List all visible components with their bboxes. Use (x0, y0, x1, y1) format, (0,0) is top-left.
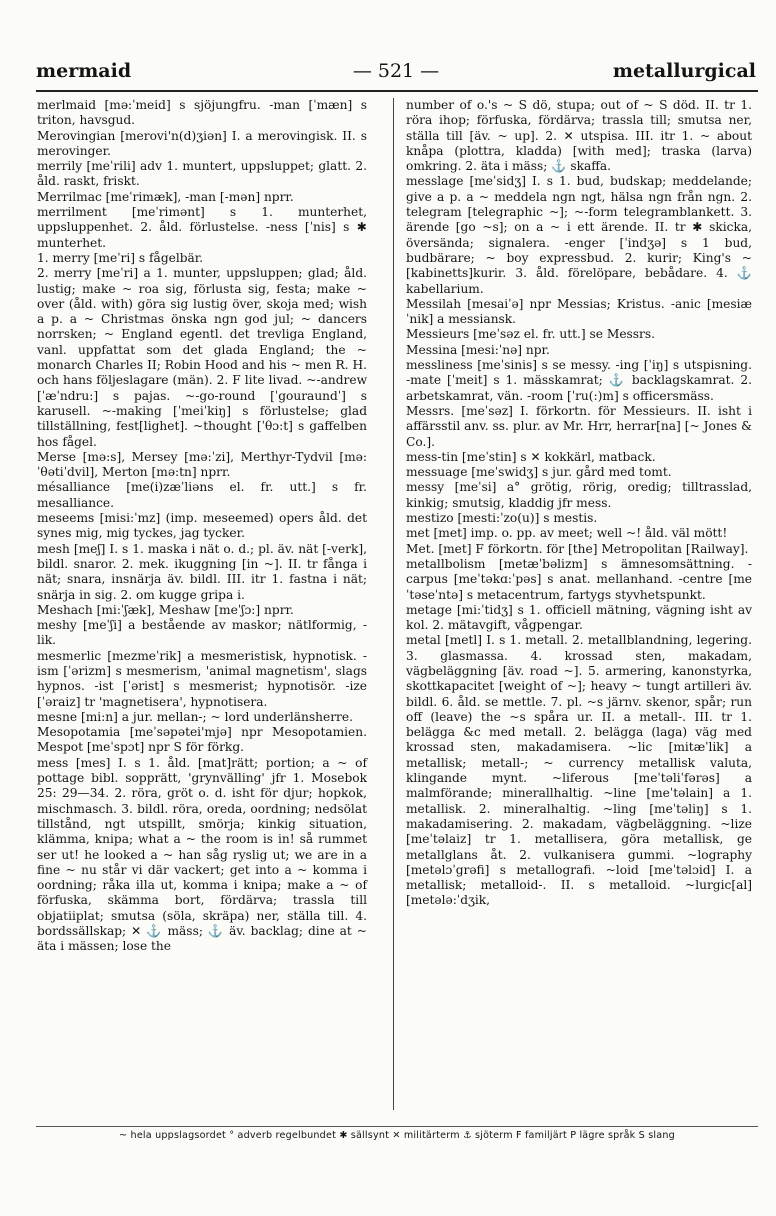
entry: Messieurs [meˈsəz el. fr. utt.] se Messrs. (406, 327, 655, 342)
page-number: — 521 — (352, 60, 440, 82)
entry: Messilah [mesaiˈə] npr Messias; Kristus. -anic [mesiæˈnik] a messiansk. (406, 296, 752, 327)
entry: number of o.'s ~ S dö, stupa; out of ~ S död. II. tr 1. röra ihop; förfuska, fördärva; trassla till; smutsa ner, ställa till [äv. ~ up]. 2. ✕ utspisa. III. itr 1. ~ about knåpa (plottra, kladda) [with med]; traska (larva) omkring. 2. äta i mäss; ⚓ skaffa. (406, 98, 752, 174)
column-divider (393, 98, 394, 1110)
entry: metal [metl] I. s 1. metall. 2. metallblandning, legering. 3. glasmassa. 4. krossad sten, makadam, vägbeläggning [äv. road ~]. 5. armering, kanonstyrka, skottkapacitet [weight of ~]; heavy ~ tungt artilleri äv. bildl. 6. åld. se mettle. 7. pl. ~s järnv. skenor, spår; run off (leave) the ~s spåra ur. II. a metall-. III. tr 1. belägga &c med metall. 2. belägga (laga) väg med krossad sten, makadamisera. ~lic [mitæˈlik] a metallisk; metall-; ~ currency metallisk valuta, klingande mynt. ~liferous [meˈtəliˈfərəs] a malmförande; minerallhaltig. ~line [meˈtəlain] a 1. metallisk. 2. mineralhaltig. ~ling [meˈtəliŋ] s 1. makadamisering. 2. makadam, vägbeläggning. ~lize [meˈtəlaiz] tr 1. metallisera, göra metallisk, ge metallglans åt. 2. vulkanisera gummi. ~lography [metəlɔˈgrəfi] s metallografi. ~loid [meˈtəlɔid] I. a metallisk; metalloid-. II. s metalloid. ~lurgic[al] [metələ:ˈdʒik, (406, 633, 752, 908)
entry: Meshach [mi:ˈʃæk], Meshaw [meˈʃɔ:] nprr. (37, 602, 294, 617)
entry: mesne [mi:n] a jur. mellan-; ~ lord underlänsherre. (37, 709, 353, 724)
entry: Mesopotamia [meˈsəpətei'mjə] npr Mesopotamien. Mespot [meˈspɔt] npr S för förkg. (37, 725, 367, 755)
entry: Met. [met] F förkortn. för [the] Metropolitan [Railway]. (406, 541, 749, 556)
first-headword: mermaid (36, 60, 132, 82)
right-column (406, 98, 752, 909)
entry: merrilment [meˈrimənt] s 1. munterhet, uppsluppenhet. 2. åld. förlustelse. -ness [ˈnis] s ✱ munterhet. (37, 205, 367, 250)
entry: mestizo [mesti:ˈzo(u)] s mestis. (406, 511, 598, 526)
entry: mésalliance [me(i)zæˈliəns el. fr. utt.] s fr. mesalliance. (37, 480, 367, 510)
last-headword: metallurgical (612, 60, 756, 82)
entry: merlmaid [mə:ˈmeid] s sjöjungfru. -man [ˈmæn] s triton, havsgud. (37, 98, 367, 128)
entry: mesmerlic [mezmeˈrik] a mesmeristisk, hypnotisk. -ism [ˈərizm] s mesmerism, 'animal magnetism', slags hypnos. -ist [ˈərist] s mesmerist; hypnotisör. -ize [ˈəraiz] tr 'magnetisera', hypnotisera. (37, 648, 367, 709)
entry: metage [mi:ˈtidʒ] s 1. officiell mätning, vägning isht av kol. 2. mätavgift, vågpengar. (406, 602, 752, 633)
footer-rule (36, 1126, 758, 1127)
entry: mesh [meʃ] I. s 1. maska i nät o. d.; pl. äv. nät [-verk], bildl. snaror. 2. mek. ikuggning [in ~]. II. tr fånga i nät; snara, insnärja äv. bildl. III. itr 1. fastna i nät; snärja in sig. 2. om kugge gripa i. (37, 541, 367, 602)
entry: mess-tin [meˈstin] s ✕ kokkärl, matback. (406, 449, 656, 464)
entry: meshy [meˈʃi] a bestående av maskor; nätlformig, -lik. (37, 618, 367, 648)
entry: Messrs. [meˈsəz] I. förkortn. för Messieurs. II. isht i affärsstil anv. ss. plur. av Mr. Hrr, herrar[na] [~ Jones & Co.]. (406, 403, 752, 449)
abbreviation-key: ~ hela uppslagsordet ° adverb regelbundet ✱ sällsynt ✕ militärterm ⚓ sjöterm F familjärt P lägre språk S slang (119, 1130, 675, 1141)
entry: messliness [meˈsinis] s se messy. -ing [ˈiŋ] s utspisning. -mate [ˈmeit] s 1. mässkamrat; ⚓ backlagskamrat. 2. arbetskamrat, vän. -room [ˈru(:)m] s officersmäss. (406, 358, 752, 403)
entry: Merovingian [merovi'n(d)ʒiən] I. a merovingisk. II. s merovinger. (37, 128, 367, 158)
entry: merrily [meˈrili] adv 1. muntert, uppsluppet; glatt. 2. åld. raskt, friskt. (37, 159, 367, 189)
entry: messy [meˈsi] a° grötig, rörig, oredig; tilltrasslad, kinkig; smutsig, kladdig jfr mess. (406, 480, 752, 510)
entry: mess [mes] I. s 1. åld. [mat]rätt; portion; a ~ of pottage bibl. sopprätt, 'grynvälling' jfr 1. Mosebok 25: 29—34. 2. röra, gröt o. d. isht för djur; hopkok, mischmasch. 3. bildl. röra, oreda, oordning; nedsölat tillstånd, ngt utspillt, smörja; kinkig situation, klämma, knipa; what a ~ the room is in! så rummet ser ut! he looked a ~ han såg ryslig ut; we are in a fine ~ nu står vi där vackert; get into a ~ komma i oordning; råka illa ut, komma i knipa; make a ~ of förfuska, skämma bort, fördärva; trassla till objatiiplat; smutsa (söla, skräpa) ner, ställa till. 4. bordssällskap; ✕ ⚓ mäss; ⚓ äv. backlag; dine at ~ äta i mässen; lose the (37, 755, 367, 954)
left-column (37, 98, 367, 955)
header-rule (36, 90, 758, 92)
entry: messuage [meˈswidʒ] s jur. gård med tomt. (406, 465, 672, 480)
entry: Merrilmac [meˈrimæk], -man [-mən] nprr. (37, 189, 294, 204)
entry: 1. merry [meˈri] s fågelbär. (37, 250, 204, 265)
entry: metallbolism [metæˈbəlizm] s ämnesomsättning. -carpus [meˈtəkɑ:ˈpəs] s anat. mellanhand. -centre [meˈtəseˈntə] s metacentrum, fartygs styvhetspunkt. (406, 556, 752, 602)
entry: Merse [mə:s], Mersey [mə:ˈzi], Merthyr-Tydvil [mə:ˈθətiˈdvil], Merton [mə:tn] nprr. (37, 449, 367, 480)
entry: Messina [mesi:ˈnə] npr. (406, 342, 550, 357)
running-header (36, 60, 756, 88)
entry: 2. merry [meˈri] a 1. munter, uppsluppen; glad; åld. lustig; make ~ roa sig, förlusta sig, festa; make ~ over (åld. with) göra sig lustig över, skoja med; wish a p. a ~ Christmas önska ngn god jul; ~ dancers norrsken; ~ England egentl. det trevliga England, vanl. uppfattat som det glada England; the ~ monarch Charles II; Robin Hood and his ~ men R. H. och hans följeslagare (män). 2. F lite livad. ~-andrew [ˈæˈndru:] s pajas. ~-go-round [ˈgouraundˈ] s karusell. ~-making [ˈmeiˈkiŋ] s förlustelse; glad tillställning, fest[lighet]. ~thought [ˈθɔ:t] s gaffelben hos fågel. (37, 266, 367, 449)
entry: met [met] imp. o. pp. av meet; well ~! åld. väl mött! (406, 526, 728, 541)
entry: meseems [misi:ˈmz] (imp. meseemed) opers åld. det synes mig, mig tyckes, jag tycker. (37, 511, 367, 541)
entry: messlage [meˈsidʒ] I. s 1. bud, budskap; meddelande; give a p. a ~ meddela ngn ngt, hälsa ngn från ngn. 2. telegram [telegraphic ~]; ~-form telegramblankett. 3. ärende [go ~s]; on a ~ i ett ärende. II. tr ✱ skicka, översända; signalera. -enger [ˈindʒə] s 1 bud, budbärare; ~ boy expressbud. 2. kurir; King's ~ [kabinetts]kurir. 3. åld. förelöpare, bebådare. 4. ⚓ kabellarium. (406, 174, 752, 296)
